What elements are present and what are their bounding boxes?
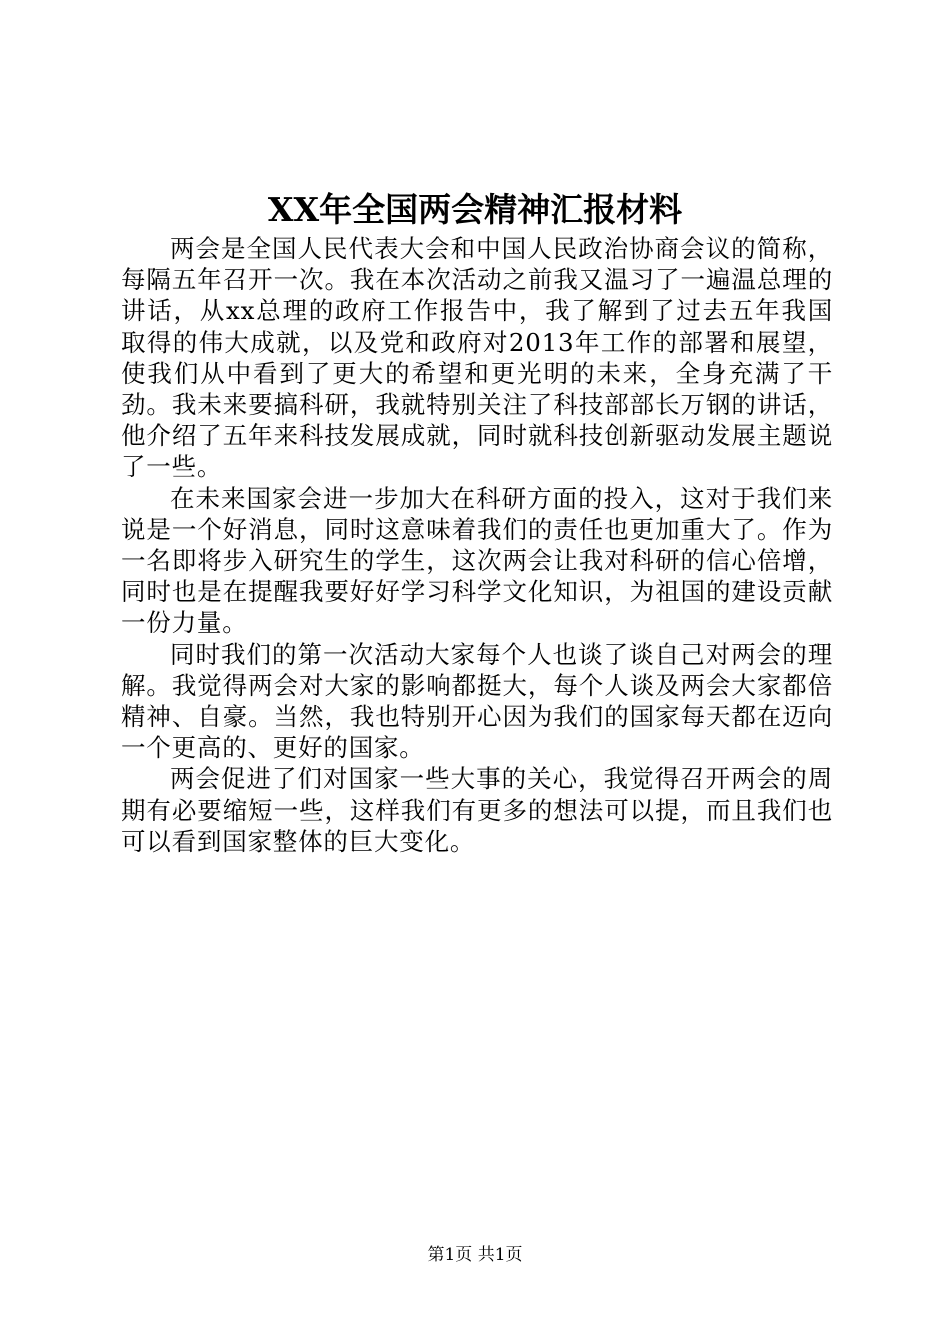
paragraph-2: 在未来国家会进一步加大在科研方面的投入，这对于我们来说是一个好消息，同时这意味着我们的责任也更加重大了。作为一名即将步入研究生的学生，这次两会让我对科研的信心倍增，同时也是在提醒我要好好学习科学文化知识，为祖国的建设贡献一份力量。 bbox=[121, 483, 833, 638]
paragraph-4: 两会促进了们对国家一些大事的关心，我觉得召开两会的周期有必要缩短一些，这样我们有更多的想法可以提，而且我们也可以看到国家整体的巨大变化。 bbox=[121, 764, 833, 856]
document-body bbox=[121, 233, 833, 857]
paragraph-1: 两会是全国人民代表大会和中国人民政治协商会议的简称，每隔五年召开一次。我在本次活动之前我又温习了一遍温总理的讲话，从xx总理的政府工作报告中，我了解到了过去五年我国取得的伟大成就，以及党和政府对2013年工作的部署和展望，使我们从中看到了更大的希望和更光明的未来，全身充满了干劲。我未来要搞科研，我就特别关注了科技部部长万钢的讲话，他介绍了五年来科技发展成就，同时就科技创新驱动发展主题说了一些。 bbox=[121, 234, 833, 482]
page-number-footer: 第1页 共1页 bbox=[427, 1245, 523, 1265]
document-title: XX年全国两会精神汇报材料 bbox=[267, 190, 683, 229]
paragraph-3: 同时我们的第一次活动大家每个人也谈了谈自己对两会的理解。我觉得两会对大家的影响都挺大，每个人谈及两会大家都倍精神、自豪。当然，我也特别开心因为我们的国家每天都在迈向一个更高的、更好的国家。 bbox=[121, 639, 833, 763]
